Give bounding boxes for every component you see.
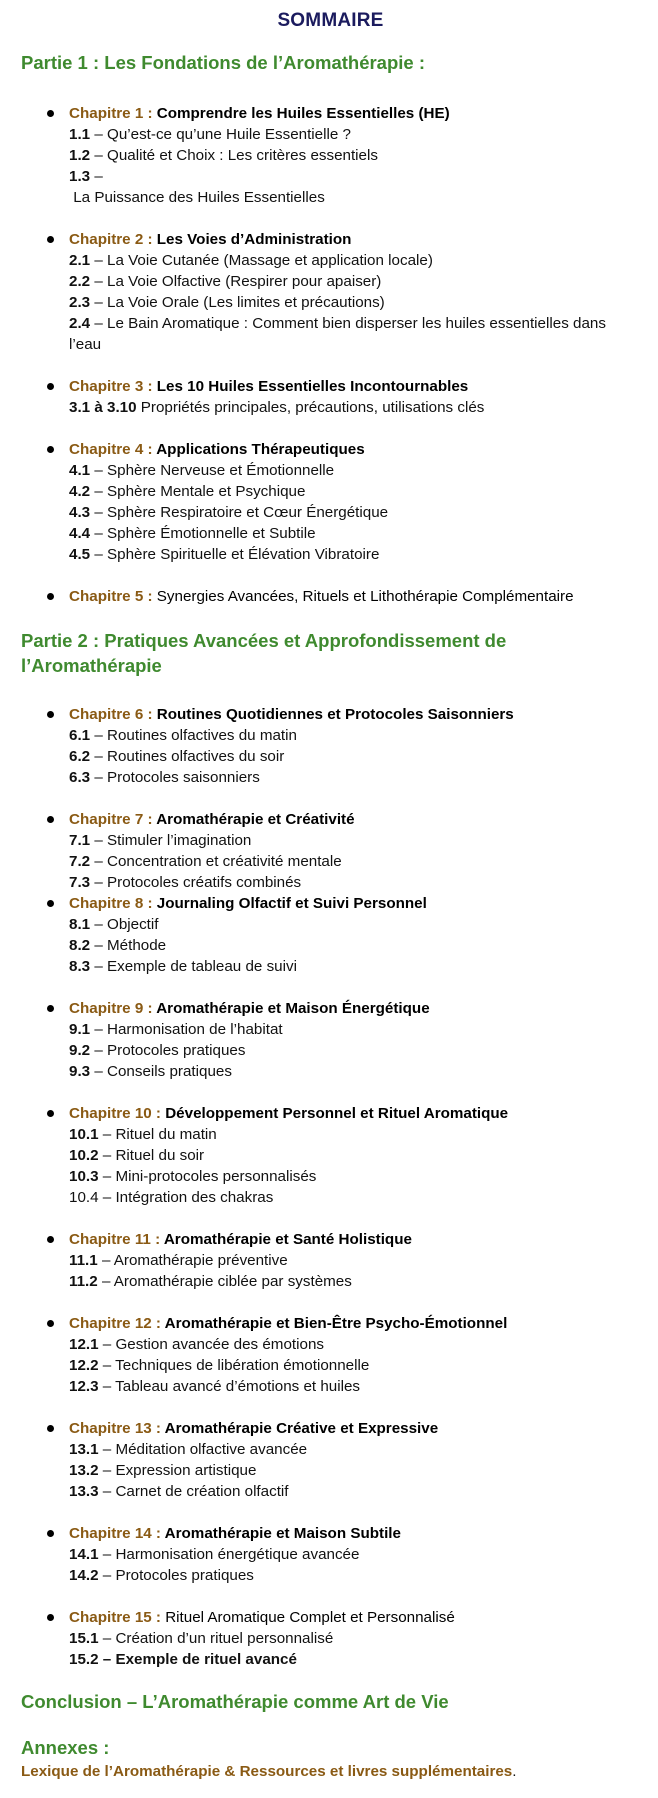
section-item — [69, 1376, 640, 1397]
part-2-heading: Partie 2 : Pratiques Avancées et Approfondissement de l’Aromathérapie — [21, 630, 507, 676]
section-number: 14.1 — [69, 1546, 99, 1563]
section-item — [69, 1145, 640, 1166]
section-text: – Le Bain Aromatique : Comment bien disperser les huiles essentielles dans l’eau — [69, 315, 606, 353]
bullet-icon — [47, 236, 54, 243]
section-number: 6.1 — [69, 727, 91, 744]
section-item — [69, 1565, 640, 1586]
chapter-label: Chapitre 14 : — [69, 1525, 165, 1542]
section-number: 1.3 — [69, 168, 91, 185]
section-item — [69, 872, 640, 893]
section-item — [69, 1481, 640, 1502]
section-number: 1.1 — [69, 126, 91, 143]
section-number: 7.3 — [69, 874, 91, 891]
chapter-7 — [21, 809, 640, 893]
chapter-2 — [21, 229, 640, 355]
annexes-body — [21, 1763, 640, 1780]
chapter-label: Chapitre 12 : — [69, 1315, 165, 1332]
section-item — [69, 544, 640, 565]
section-number: 13.3 — [69, 1483, 99, 1500]
chapter-label: Chapitre 5 : — [69, 588, 157, 605]
chapter-3 — [21, 376, 640, 418]
chapter-label: Chapitre 7 : — [69, 811, 157, 828]
section-number: 2.1 — [69, 252, 91, 269]
section-text: – Aromathérapie préventive — [97, 1252, 288, 1269]
bullet-icon — [47, 711, 54, 718]
section-text: La Puissance des Huiles Essentielles — [69, 189, 325, 206]
section-text: – Carnet de création olfactif — [98, 1483, 289, 1500]
section-item — [69, 746, 640, 767]
chapter-heading — [69, 103, 640, 124]
section-text: – La Voie Olfactive (Respirer pour apaiser) — [90, 273, 382, 290]
section-text: – Routines olfactives du matin — [90, 727, 297, 744]
bullet-icon — [47, 110, 54, 117]
section-item — [69, 145, 640, 166]
section-number: 4.2 — [69, 483, 91, 500]
section-number: 15.1 — [69, 1630, 99, 1647]
section-item — [69, 250, 640, 271]
page-title: SOMMAIRE — [277, 10, 384, 31]
chapter-11 — [21, 1229, 640, 1292]
section-item — [69, 1187, 640, 1208]
section-text: – Expression artistique — [98, 1462, 257, 1479]
chapter-title: Routines Quotidiennes et Protocoles Saisonniers — [156, 706, 514, 723]
section-item — [69, 914, 640, 935]
section-number: 10.2 — [69, 1147, 99, 1164]
annexes-period: . — [512, 1763, 517, 1780]
chapter-heading — [69, 1418, 640, 1439]
chapter-15 — [21, 1607, 640, 1670]
section-item — [69, 1019, 640, 1040]
section-number: 4.4 — [69, 525, 91, 542]
section-text: – Conseils pratiques — [90, 1063, 232, 1080]
annexes-text: Lexique de l’Aromathérapie & Ressources et livres supplémentaires — [21, 1763, 513, 1780]
bullet-icon — [47, 1005, 54, 1012]
section-number: 13.1 — [69, 1441, 99, 1458]
section-number: 8.3 — [69, 958, 91, 975]
section-number: 1.2 — [69, 147, 91, 164]
section-number: 14.2 — [69, 1567, 99, 1584]
section-text: – Protocoles pratiques — [98, 1567, 254, 1584]
chapter-heading — [69, 1229, 640, 1250]
section-text: – Exemple de tableau de suivi — [90, 958, 297, 975]
bullet-icon — [47, 1110, 54, 1117]
section-text: – Création d’un rituel personnalisé — [98, 1630, 334, 1647]
bullet-icon — [47, 1530, 54, 1537]
section-item — [69, 1460, 640, 1481]
section-number: 6.3 — [69, 769, 91, 786]
chapter-8 — [21, 893, 640, 977]
section-text: – Aromathérapie ciblée par systèmes — [97, 1273, 352, 1290]
section-number: 12.3 — [69, 1378, 99, 1395]
section-number: 9.2 — [69, 1042, 91, 1059]
section-number: 7.1 — [69, 832, 91, 849]
section-number: 13.2 — [69, 1462, 99, 1479]
bullet-icon — [47, 900, 54, 907]
chapter-heading — [69, 998, 640, 1019]
section-number: 10.3 — [69, 1168, 99, 1185]
chapter-title: Aromathérapie et Maison Énergétique — [156, 1000, 430, 1017]
bullet-icon — [47, 446, 54, 453]
bullet-icon — [47, 1614, 54, 1621]
section-item — [69, 1124, 640, 1145]
section-item — [69, 397, 640, 418]
section-item — [69, 313, 640, 355]
section-item — [69, 292, 640, 313]
section-text: – Sphère Nerveuse et Émotionnelle — [90, 462, 335, 479]
chapter-heading — [69, 1607, 640, 1628]
chapter-6 — [21, 704, 640, 788]
section-item — [69, 935, 640, 956]
section-number: 6.2 — [69, 748, 91, 765]
chapter-5 — [21, 586, 640, 607]
section-text: – Protocoles saisonniers — [90, 769, 260, 786]
section-number: 9.3 — [69, 1063, 91, 1080]
chapter-12 — [21, 1313, 640, 1397]
section-text: – Concentration et créativité mentale — [90, 853, 342, 870]
section-number: 4.3 — [69, 504, 91, 521]
section-text: – Harmonisation énergétique avancée — [98, 1546, 360, 1563]
conclusion-heading: Conclusion – L’Aromathérapie comme Art de Vie — [21, 1691, 449, 1712]
chapter-title: Développement Personnel et Rituel Aromatique — [165, 1105, 509, 1122]
section-text: 10.4 – Intégration des chakras — [69, 1189, 274, 1206]
section-item — [69, 1355, 640, 1376]
section-item — [69, 1040, 640, 1061]
section-number: 2.2 — [69, 273, 91, 290]
section-item — [69, 1061, 640, 1082]
section-text: Propriétés principales, précautions, utilisations clés — [136, 399, 485, 416]
section-text: – Sphère Mentale et Psychique — [90, 483, 306, 500]
section-text: – Objectif — [90, 916, 159, 933]
section-number: 12.2 — [69, 1357, 99, 1374]
chapter-title: Aromathérapie et Bien-Être Psycho-Émotionnel — [164, 1315, 508, 1332]
part-1-heading: Partie 1 : Les Fondations de l’Aromathérapie : — [21, 52, 426, 73]
section-item — [69, 124, 640, 145]
section-item — [69, 187, 640, 208]
section-item — [69, 851, 640, 872]
section-number: 9.1 — [69, 1021, 91, 1038]
chapter-title: Journaling Olfactif et Suivi Personnel — [156, 895, 427, 912]
chapter-heading — [69, 809, 640, 830]
section-text: – — [90, 168, 103, 185]
section-item — [69, 830, 640, 851]
chapter-heading — [69, 229, 640, 250]
chapter-title: Aromathérapie et Santé Holistique — [163, 1231, 412, 1248]
section-item — [69, 767, 640, 788]
section-text: – Stimuler l’imagination — [90, 832, 252, 849]
section-text: – Tableau avancé d’émotions et huiles — [98, 1378, 361, 1395]
section-text: – Rituel du soir — [98, 1147, 205, 1164]
chapter-title: Les Voies d’Administration — [156, 231, 352, 248]
chapter-heading — [69, 1313, 640, 1334]
chapter-label: Chapitre 2 : — [69, 231, 157, 248]
bullet-icon — [47, 816, 54, 823]
section-number: 11.2 — [69, 1273, 98, 1290]
section-number: 3.1 à 3.10 — [69, 399, 137, 416]
chapter-heading — [69, 376, 640, 397]
section-text: – Méditation olfactive avancée — [98, 1441, 308, 1458]
chapter-title: Rituel Aromatique Complet et Personnalisé — [165, 1609, 455, 1626]
chapter-label: Chapitre 4 : — [69, 441, 157, 458]
chapter-heading — [69, 893, 640, 914]
section-text: – Sphère Respiratoire et Cœur Énergétique — [90, 504, 389, 521]
section-text: – Routines olfactives du soir — [90, 748, 285, 765]
section-text: – Exemple de rituel avancé — [98, 1651, 297, 1668]
chapter-label: Chapitre 8 : — [69, 895, 157, 912]
chapter-label: Chapitre 1 : — [69, 105, 157, 122]
chapter-9 — [21, 998, 640, 1082]
section-item — [69, 1271, 640, 1292]
section-text: – Qualité et Choix : Les critères essentiels — [90, 147, 378, 164]
section-text: – Sphère Émotionnelle et Subtile — [90, 525, 316, 542]
section-text: – Harmonisation de l’habitat — [90, 1021, 283, 1038]
section-number: 4.5 — [69, 546, 91, 563]
section-number: 2.4 — [69, 315, 91, 332]
section-item — [69, 1334, 640, 1355]
bullet-icon — [47, 383, 54, 390]
section-number: 10.1 — [69, 1126, 99, 1143]
section-text: – Rituel du matin — [98, 1126, 217, 1143]
section-item — [69, 1649, 640, 1670]
chapter-title: Comprendre les Huiles Essentielles (HE) — [156, 105, 450, 122]
section-text: – Gestion avancée des émotions — [98, 1336, 324, 1353]
chapter-title: Aromathérapie et Créativité — [156, 811, 355, 828]
section-text: – La Voie Orale (Les limites et précautions) — [90, 294, 385, 311]
bullet-icon — [47, 1320, 54, 1327]
chapter-heading — [69, 704, 640, 725]
chapter-heading — [69, 586, 640, 607]
section-text: – Protocoles créatifs combinés — [90, 874, 302, 891]
chapter-heading — [69, 439, 640, 460]
section-item — [69, 1250, 640, 1271]
bullet-icon — [47, 593, 54, 600]
chapter-1 — [21, 103, 640, 208]
chapter-title: Aromathérapie Créative et Expressive — [164, 1420, 439, 1437]
section-number: 12.1 — [69, 1336, 99, 1353]
chapter-label: Chapitre 11 : — [69, 1231, 164, 1248]
chapter-4 — [21, 439, 640, 565]
annexes-heading: Annexes : — [21, 1737, 110, 1758]
chapter-title: Aromathérapie et Maison Subtile — [164, 1525, 401, 1542]
section-number: 8.1 — [69, 916, 91, 933]
section-number: 15.2 — [69, 1651, 99, 1668]
section-item — [69, 1628, 640, 1649]
chapter-title: Applications Thérapeutiques — [156, 441, 365, 458]
section-text: – La Voie Cutanée (Massage et application locale) — [90, 252, 433, 269]
section-number: 7.2 — [69, 853, 91, 870]
chapter-14 — [21, 1523, 640, 1586]
section-item — [69, 523, 640, 544]
section-item — [69, 502, 640, 523]
chapter-label: Chapitre 15 : — [69, 1609, 166, 1626]
chapter-heading — [69, 1523, 640, 1544]
chapter-13 — [21, 1418, 640, 1502]
section-text: – Protocoles pratiques — [90, 1042, 246, 1059]
chapter-label: Chapitre 10 : — [69, 1105, 166, 1122]
section-number: 4.1 — [69, 462, 91, 479]
chapter-label: Chapitre 3 : — [69, 378, 157, 395]
section-text: – Qu’est-ce qu’une Huile Essentielle ? — [90, 126, 351, 143]
chapter-title: Les 10 Huiles Essentielles Incontournables — [156, 378, 469, 395]
section-number: 2.3 — [69, 294, 91, 311]
bullet-icon — [47, 1425, 54, 1432]
section-text: – Méthode — [90, 937, 167, 954]
section-number: 11.1 — [69, 1252, 98, 1269]
section-item — [69, 1544, 640, 1565]
section-item — [69, 271, 640, 292]
section-item — [69, 1166, 640, 1187]
bullet-icon — [47, 1236, 54, 1243]
chapter-label: Chapitre 13 : — [69, 1420, 165, 1437]
section-text: – Techniques de libération émotionnelle — [98, 1357, 370, 1374]
section-number: 8.2 — [69, 937, 91, 954]
section-item — [69, 166, 640, 187]
section-item — [69, 460, 640, 481]
section-text: – Mini-protocoles personnalisés — [98, 1168, 317, 1185]
section-item — [69, 1439, 640, 1460]
section-item — [69, 481, 640, 502]
chapter-heading — [69, 1103, 640, 1124]
chapter-label: Chapitre 9 : — [69, 1000, 157, 1017]
chapter-10 — [21, 1103, 640, 1208]
chapter-label: Chapitre 6 : — [69, 706, 157, 723]
chapter-title: Synergies Avancées, Rituels et Lithothérapie Complémentaire — [156, 588, 574, 605]
section-item — [69, 725, 640, 746]
section-item — [69, 956, 640, 977]
section-text: – Sphère Spirituelle et Élévation Vibratoire — [90, 546, 380, 563]
